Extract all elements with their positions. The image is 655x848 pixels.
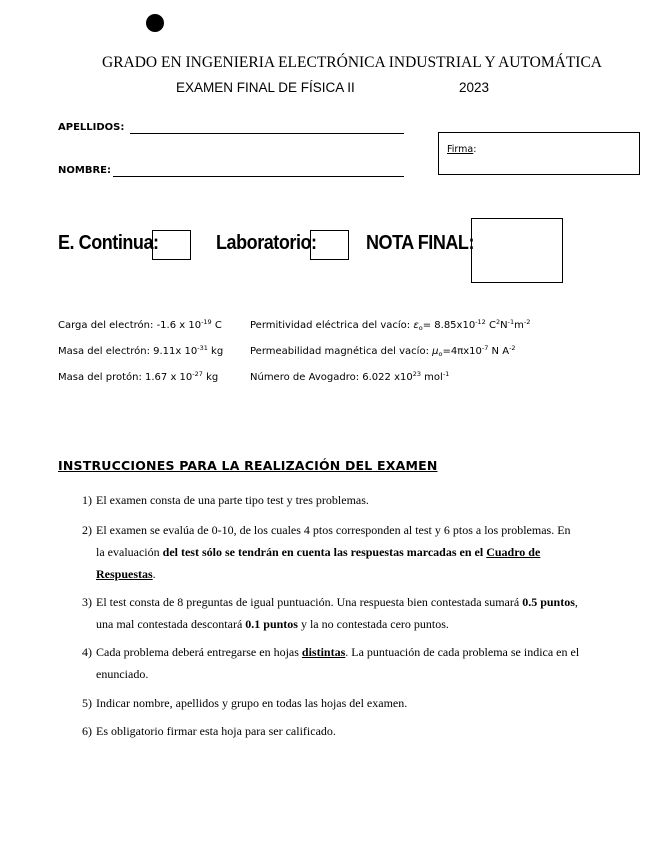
vacuum-permeability: Permeabilidad magnética del vacío: $\mu_o=4\pi x10^{-7}$ N $A^{-2}$ [250, 344, 516, 358]
exam-title: EXAMEN FINAL DE FÍSICA II [176, 80, 355, 95]
continua-box[interactable] [152, 230, 191, 260]
instruction-5: 5) Indicar nombre, apellidos y grupo en todas las hojas del examen. [82, 696, 408, 710]
proton-mass: Masa del protón: 1.67 x $10^{-27}$ kg [58, 370, 219, 383]
exam-year: 2023 [459, 80, 490, 95]
instruction-6: 6) Es obligatorio firmar esta hoja para ser calificado. [82, 724, 336, 738]
nombre-label: NOMBRE: [58, 165, 111, 176]
instruction-2: 2) El examen se evalúa de 0-10, de los cuales 4 ptos corresponden al test y 6 ptos a los problemas. En la evaluación del test sólo se tendrán en cuenta las respuestas marcadas en el Cuadro de Respuestas. [82, 523, 571, 581]
instruction-1: 1) El examen consta de una parte tipo test y tres problemas. [82, 493, 369, 507]
laboratorio-label: Laboratorio: [216, 232, 317, 254]
vacuum-permittivity: Permitividad eléctrica del vacío: $\varepsilon_o= 8.85x10^{-12}$ $C^2N^{-1}m^{-2}$ [250, 318, 531, 332]
instruction-4: 4) Cada problema deberá entregarse en hojas distintas. La puntuación de cada problema se indica en el enunciado. [82, 645, 580, 681]
continua-label: E. Continua: [58, 232, 159, 254]
apellidos-label: APELLIDOS: [58, 122, 125, 133]
laboratorio-box[interactable] [310, 230, 349, 260]
avogadro-number: Número de Avogadro: 6.022 $x10^{23}$ mol$^{-1}$ [250, 370, 450, 383]
instruction-3: 3) El test consta de 8 preguntas de igual puntuación. Una respuesta bien contestada sumará 0.5 puntos, una mal contestada descontará 0.1 puntos y la no contestada cero puntos. [82, 595, 578, 631]
nota-final-box[interactable] [471, 218, 563, 283]
electron-charge: Carga del electrón: -1.6 x $10^{-19}$ C [58, 318, 222, 331]
signature-label: Firma: [447, 144, 477, 155]
instructions-heading: INSTRUCCIONES PARA LA REALIZACIÓN DEL EXAMEN [58, 458, 438, 473]
degree-title: GRADO EN INGENIERIA ELECTRÓNICA INDUSTRIAL Y AUTOMÁTICA [102, 54, 602, 71]
nombre-field[interactable] [113, 176, 404, 177]
electron-mass: Masa del electrón: 9.11x $10^{-31}$ kg [58, 344, 224, 357]
bullet-dot [146, 14, 164, 32]
apellidos-field[interactable] [130, 133, 404, 134]
nota-final-label: NOTA FINAL: [366, 232, 475, 254]
